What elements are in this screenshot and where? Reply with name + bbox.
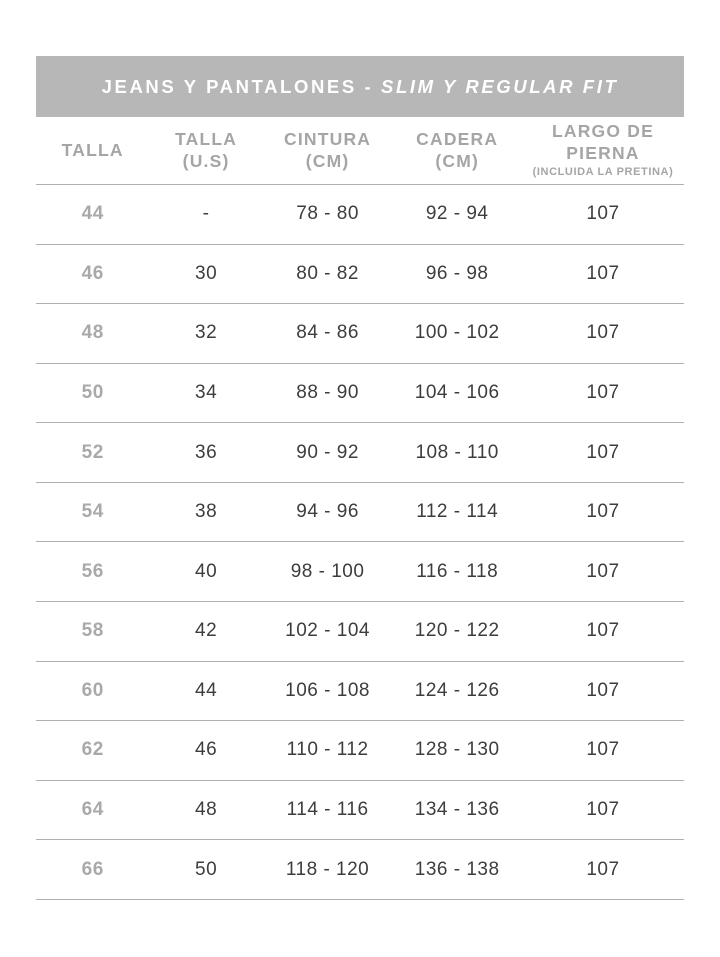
column-header-unit: (U.S): [182, 150, 230, 171]
cell-cintura: 78 - 80: [296, 203, 359, 225]
size-chart-title-separator: -: [356, 75, 382, 97]
table-row: [36, 245, 684, 305]
cell-cintura: 90 - 92: [296, 441, 359, 463]
cell-talla-us: 38: [195, 501, 218, 523]
cell-talla-us: 44: [195, 679, 218, 701]
cell-talla-us: 32: [195, 322, 218, 344]
cell-largo: 107: [586, 441, 620, 463]
cell-cadera: 96 - 98: [425, 262, 489, 284]
cell-talla: 58: [81, 620, 104, 642]
cell-talla-us: 50: [195, 858, 218, 880]
column-header-cintura: [263, 129, 393, 173]
cell-largo: 107: [586, 739, 620, 761]
column-header-note: (INCLUIDA LA PRETINA): [532, 166, 674, 178]
cell-talla-us: 46: [195, 739, 218, 761]
cell-talla-us: 48: [195, 799, 218, 821]
cell-talla-us: 36: [195, 441, 218, 463]
cell-cintura: 118 - 120: [285, 858, 370, 880]
cell-talla: 50: [81, 382, 104, 404]
table-row: [36, 364, 684, 424]
size-chart-title-fit: SLIM Y REGULAR FIT: [381, 75, 619, 97]
cell-talla: 62: [81, 739, 104, 761]
size-chart-title-main: JEANS Y PANTALONES: [101, 75, 357, 97]
table-row: [36, 602, 684, 662]
cell-talla: 44: [81, 203, 104, 225]
cell-talla: 66: [81, 858, 104, 880]
cell-cintura: 106 - 108: [285, 679, 370, 701]
table-row: [36, 423, 684, 483]
cell-talla: 52: [81, 441, 104, 463]
table-row: [36, 483, 684, 543]
column-header-unit: (CM): [305, 150, 350, 171]
cell-cintura: 114 - 116: [286, 799, 369, 821]
cell-talla: 60: [81, 679, 104, 701]
cell-cadera: 108 - 110: [415, 441, 499, 463]
cell-largo: 107: [586, 799, 620, 821]
table-row: [36, 721, 684, 781]
table-row: [36, 840, 684, 900]
cell-largo: 107: [586, 501, 620, 523]
size-table-body: [36, 185, 684, 900]
column-header-talla: [36, 140, 149, 162]
table-row: [36, 781, 684, 841]
cell-cintura: 102 - 104: [285, 620, 370, 642]
table-row: [36, 304, 684, 364]
cell-cintura: 98 - 100: [290, 560, 365, 582]
cell-largo: 107: [586, 382, 620, 404]
cell-largo: 107: [586, 262, 620, 284]
cell-largo: 107: [586, 322, 620, 344]
size-chart-title-band: [36, 56, 684, 117]
cell-cintura: 94 - 96: [296, 501, 359, 523]
cell-cadera: 104 - 106: [414, 382, 500, 404]
cell-largo: 107: [586, 620, 620, 642]
cell-cintura: 84 - 86: [296, 322, 359, 344]
cell-talla-us: 34: [195, 382, 218, 404]
column-header-label: TALLA: [175, 128, 238, 149]
cell-talla-us: 42: [195, 620, 218, 642]
cell-talla-us: -: [202, 203, 210, 225]
cell-talla: 64: [81, 799, 104, 821]
cell-talla: 54: [81, 501, 104, 523]
cell-talla: 56: [81, 560, 104, 582]
cell-talla: 48: [81, 322, 104, 344]
cell-cadera: 112 - 114: [416, 501, 499, 523]
cell-cadera: 136 - 138: [414, 858, 500, 880]
column-header-label: TALLA: [61, 139, 124, 160]
cell-cadera: 128 - 130: [414, 739, 500, 761]
cell-largo: 107: [586, 203, 620, 225]
column-header-label: LARGO DE PIERNA: [551, 121, 654, 164]
cell-cintura: 88 - 90: [296, 382, 359, 404]
table-row: [36, 662, 684, 722]
cell-largo: 107: [586, 679, 620, 701]
column-header-unit: (CM): [435, 150, 479, 171]
cell-largo: 107: [586, 858, 620, 880]
cell-cadera: 116 - 118: [416, 560, 499, 582]
cell-talla-us: 30: [195, 262, 218, 284]
cell-talla-us: 40: [195, 560, 218, 582]
cell-cadera: 100 - 102: [414, 322, 500, 344]
cell-cadera: 124 - 126: [414, 679, 500, 701]
cell-cadera: 120 - 122: [414, 620, 500, 642]
table-row: [36, 542, 684, 602]
column-header-label: CINTURA: [284, 128, 372, 149]
table-row: [36, 185, 684, 245]
cell-cadera: 92 - 94: [425, 203, 489, 225]
cell-cadera: 134 - 136: [414, 799, 500, 821]
cell-cintura: 110 - 112: [286, 739, 369, 761]
column-header-row: [36, 117, 684, 185]
column-header-cadera: [392, 129, 522, 173]
column-header-label: CADERA: [416, 128, 499, 149]
column-header-talla-us: [149, 129, 262, 173]
cell-talla: 46: [81, 262, 104, 284]
column-header-largo: [522, 121, 684, 180]
cell-largo: 107: [586, 560, 620, 582]
cell-cintura: 80 - 82: [296, 262, 359, 284]
